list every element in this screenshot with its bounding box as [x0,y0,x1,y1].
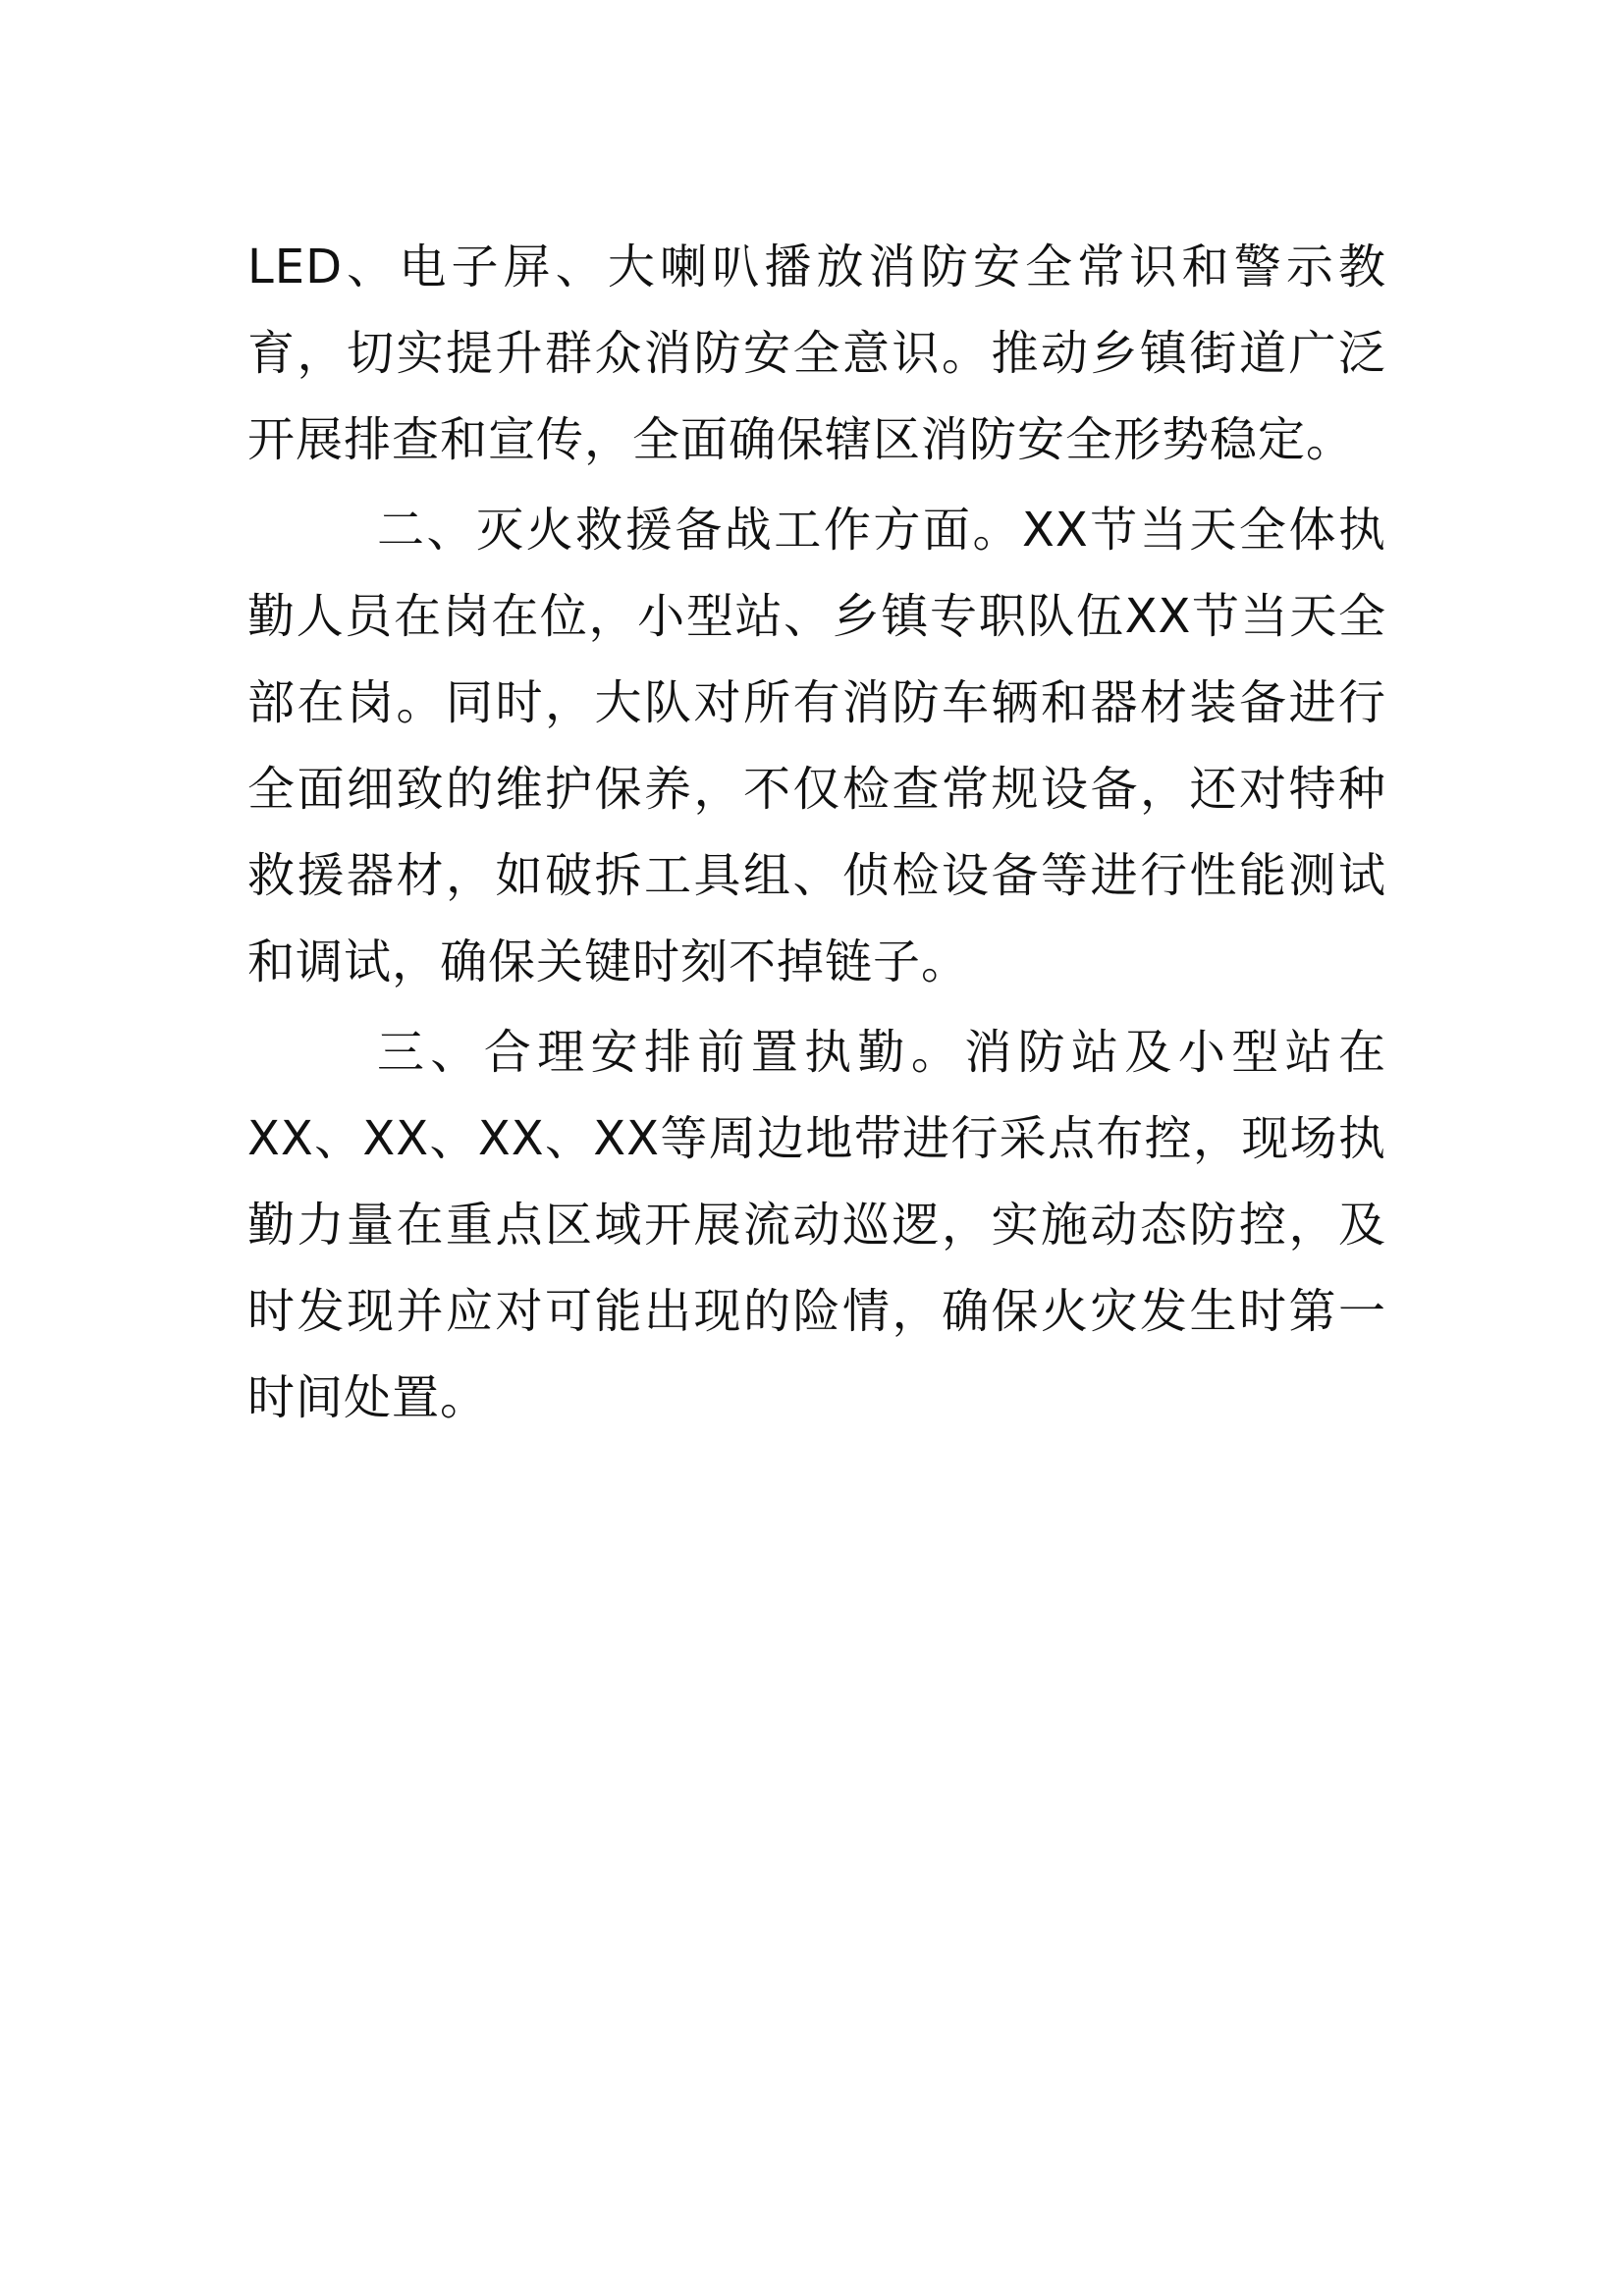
text-line: 二、灭火救援备战工作方面。XX节当天全体执勤人 [247,503,1386,644]
text-line: XX、XX、XX、XX等周边地带进行采点布控，现场执勤 [247,1111,1386,1253]
document-body [247,224,1386,1445]
text-line: 提升群众消防安全意识。推动乡镇街道广泛开展排查和宣 [247,326,1386,467]
text-line: 传，全面确保辖区消防安全形势稳定。 [536,412,1355,467]
text-line: 力量在重点区域开展流动巡逻，实施动态防控，及时发现 [247,1198,1386,1339]
paragraph-fire-safety-publicity [247,224,1386,483]
text-line: 不掉链子。 [729,934,970,989]
text-line: 同时，大队对所有消防车辆和器材装备进行全面细致的维 [247,675,1386,817]
text-line: 三、合理安排前置执勤。消防站及小型站在 [377,1025,1386,1080]
text-line: 员在岗在位，小型站、乡镇专职队伍XX节当天全部在岗。 [247,589,1386,730]
text-line: LED、电子屏、大喇叭播放消防安全常识和警示教育，切实 [247,240,1386,381]
paragraph-forward-deployment [247,1009,1386,1441]
text-line: 并应对可能出现的险情，确保火灾发生时第一时间处置。 [247,1284,1386,1425]
paragraph-rescue-readiness [247,487,1386,1005]
text-line: 护保养，不仅检查常规设备，还对特种救援器材，如破拆 [247,762,1386,903]
text-line: 工具组、侦检设备等进行性能测试和调试，确保关键时刻 [247,848,1386,989]
